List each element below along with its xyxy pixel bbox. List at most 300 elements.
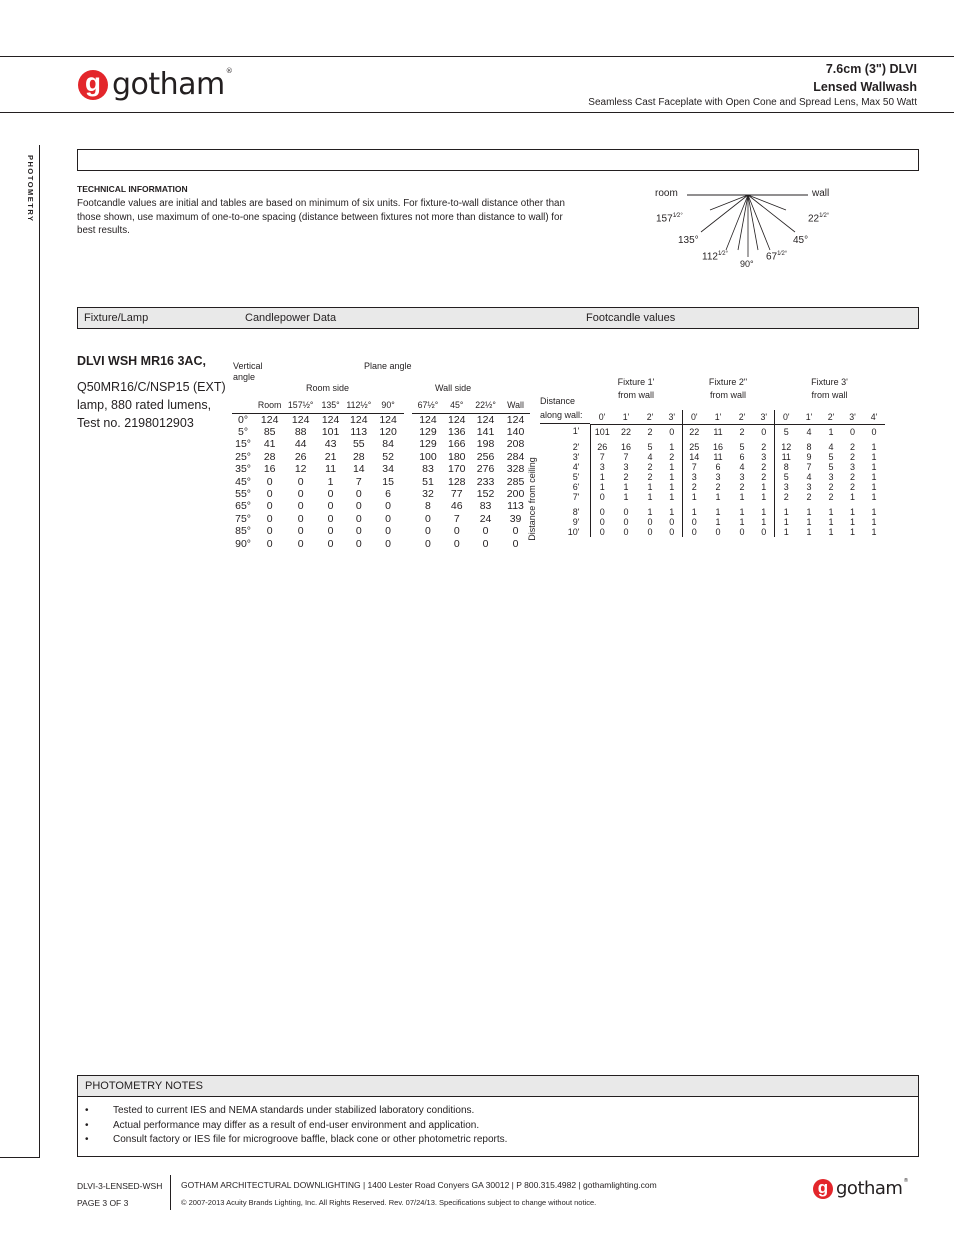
diagram-90-label: 90°	[740, 259, 754, 269]
fc-value: 2	[647, 426, 653, 437]
cp-value: 32	[422, 487, 434, 500]
cp-value: 0	[266, 500, 273, 513]
room-side-label: Room side	[306, 383, 350, 393]
cp-col-157: 157½°	[285, 397, 316, 413]
cp-value: 83	[422, 463, 434, 476]
section-side-label: PHOTOMETRY	[26, 155, 35, 223]
plane-angle-label: Plane angle	[364, 361, 412, 371]
product-title-line1: 7.6cm (3") DLVI	[825, 62, 917, 76]
fc-value: 0	[599, 492, 605, 503]
wall-side-label: Wall side	[435, 383, 472, 393]
fc-value: 14	[682, 452, 706, 462]
side-rule-foot	[0, 1157, 40, 1158]
cp-value: 0	[327, 512, 334, 525]
cp-col-135: 135°	[316, 397, 345, 413]
cp-row	[232, 500, 530, 512]
fc-value: 1	[761, 492, 767, 503]
diagram-157-label: $157^{1⁄2^\circ}$	[656, 213, 683, 225]
fc-value: 1	[849, 507, 855, 518]
cp-vertical-angle: 75°	[235, 512, 252, 525]
technical-info-body: Footcandle values are initial and tables are based on minimum of six units. For fixture-to-wall distance other than those shown, use maximum of one-to-one spacing (distance between fixtures not more than distance to wall) for best results.	[77, 198, 565, 236]
cp-value: 136	[448, 425, 466, 438]
cp-value: 0	[355, 537, 362, 550]
cp-value: 7	[355, 475, 362, 488]
fc-value: 1	[739, 517, 745, 528]
note-item: • Tested to current IES and NEMA standards under stabilized laboratory conditions.	[85, 1104, 507, 1119]
registered-mark: ®	[225, 67, 233, 75]
diagram-135-label: 135°	[678, 235, 699, 246]
cp-value: 0	[266, 512, 273, 525]
ceiling-distance-label: Distance from ceiling	[527, 457, 537, 541]
footer-copyright: © 2007-2013 Acuity Brands Lighting, Inc. All Rights Reserved. Rev. 07/24/13. Specifications subject to change without notice.	[181, 1198, 597, 1207]
fc-value: 0	[682, 517, 706, 527]
fc-value: 0	[599, 507, 605, 518]
fc-value: 0	[623, 517, 629, 528]
fc-value: 16	[620, 441, 631, 452]
cp-value: 208	[506, 438, 525, 451]
fc-value: 0	[849, 426, 855, 437]
gotham-logo	[78, 67, 232, 102]
fc-value: 2	[739, 481, 745, 492]
cp-value: 0	[327, 537, 334, 550]
fc-value: 2	[739, 426, 745, 437]
fc-value: 0	[669, 517, 675, 528]
cp-value: 55	[352, 438, 365, 451]
cp-value: 200	[506, 487, 525, 500]
fc-row	[540, 424, 885, 437]
lamp-title: DLVI WSH MR16 3AC,	[77, 354, 206, 368]
footcandle-column-row	[540, 410, 885, 424]
footer-gotham-logo	[813, 1178, 908, 1199]
diagram-room-label: room	[655, 188, 678, 199]
cp-value: 84	[382, 438, 394, 451]
fc-value: 8	[806, 441, 812, 452]
cp-value: 113	[350, 425, 368, 438]
cp-col-112: 112½°	[345, 397, 373, 413]
fc-value: 4	[739, 461, 745, 472]
fc-value: 2	[647, 461, 653, 472]
fc-row	[540, 472, 885, 482]
cp-value: 15	[382, 475, 394, 488]
fixture2-group-label: Fixture 2" from wall	[708, 377, 748, 400]
fc-value: 101	[594, 426, 610, 437]
fc-value: 1	[715, 517, 721, 528]
cp-value: 0	[355, 512, 362, 525]
footcandle-table	[540, 376, 885, 537]
fc-value: 1	[669, 441, 675, 452]
fc-value: 5	[774, 424, 798, 437]
fc-value: 1	[761, 481, 767, 492]
cp-value: 46	[450, 500, 463, 513]
diagram-rays	[701, 195, 795, 257]
fc-value: 8	[774, 462, 798, 472]
logo-mark-icon: g	[78, 70, 108, 100]
cp-vertical-angle: 90°	[235, 537, 252, 550]
fc-value: 2	[761, 471, 767, 482]
cp-vertical-angle: 25°	[235, 450, 252, 463]
fc-value: 3	[849, 461, 855, 472]
cp-row	[232, 513, 530, 525]
cp-value: 113	[507, 500, 524, 513]
footer-page-number: PAGE 3 OF 3	[77, 1198, 129, 1208]
candlepower-table	[232, 397, 530, 550]
fc-value: 1	[774, 507, 798, 517]
fc-value: 0	[739, 527, 745, 538]
distance-along-wall-label: Distance along wall:	[540, 394, 590, 424]
fc-value: 0	[647, 517, 653, 528]
ray-b	[748, 195, 758, 250]
fc-value: 1	[871, 481, 877, 492]
fc-col-header: 2'	[820, 410, 842, 424]
cp-col-room: Room	[254, 397, 285, 413]
fc-value: 7	[806, 461, 812, 472]
fc-value: 1	[774, 517, 798, 527]
cp-row	[232, 413, 530, 426]
cp-value: 44	[294, 438, 307, 451]
fc-ceiling-distance: 7'	[540, 492, 590, 502]
fc-value: 3	[682, 472, 706, 482]
cp-value: 152	[476, 487, 495, 500]
fc-ceiling-distance: 5'	[540, 472, 590, 482]
fc-value: 1	[871, 471, 877, 482]
fc-value: 4	[806, 426, 812, 437]
fc-col-header: 0'	[590, 410, 614, 424]
fc-value: 1	[623, 492, 629, 503]
notes-header-bar	[77, 1075, 919, 1097]
fc-value: 1	[715, 492, 721, 503]
fc-value: 2	[623, 471, 629, 482]
cp-value: 0	[385, 537, 391, 550]
cp-value: 34	[382, 463, 394, 476]
fc-row	[540, 462, 885, 472]
fc-value: 1	[682, 507, 706, 517]
cp-value: 141	[476, 425, 495, 438]
cp-row	[232, 525, 530, 537]
cp-value: 83	[479, 500, 492, 513]
footer-middle	[181, 1176, 657, 1212]
cp-value: 180	[448, 450, 466, 463]
cp-value: 170	[448, 463, 466, 476]
fc-row	[540, 527, 885, 537]
ceiling-distance-label-wrap	[526, 450, 538, 550]
fc-value: 1	[647, 481, 653, 492]
cp-value: 39	[509, 512, 522, 525]
cp-value: 0	[327, 487, 334, 500]
footer-address: GOTHAM ARCHITECTURAL DOWNLIGHTING | 1400 Lester Road Conyers GA 30012 | P 800.315.4982 | gothamlighting.com	[181, 1180, 657, 1190]
candlepower-header-row	[232, 397, 530, 413]
cp-value: 129	[419, 438, 437, 451]
cp-value: 140	[506, 425, 525, 438]
fc-value: 2	[828, 492, 834, 503]
cp-col-wall: Wall	[501, 397, 530, 413]
cp-value: 0	[327, 525, 334, 538]
fc-value: 25	[682, 442, 706, 452]
cp-value: 0	[453, 525, 460, 538]
cp-value: 77	[450, 487, 463, 500]
cp-value: 0	[355, 525, 362, 538]
fc-value: 1	[849, 492, 855, 503]
fc-value: 7	[682, 462, 706, 472]
footer-divider	[170, 1175, 171, 1210]
cp-col-22: 22½°	[470, 397, 501, 413]
fc-value: 1	[849, 527, 855, 538]
fc-value: 1	[599, 471, 605, 482]
cp-value: 21	[324, 450, 337, 463]
fc-value: 0	[682, 527, 706, 537]
fc-value: 2	[849, 451, 855, 462]
fc-value: 0	[623, 507, 629, 518]
fc-value: 2	[761, 461, 767, 472]
cp-row	[232, 538, 530, 550]
fc-col-header: 4'	[863, 410, 885, 424]
cp-value: 0	[425, 537, 431, 550]
fc-value: 1	[669, 471, 675, 482]
fc-value: 1	[761, 507, 767, 518]
fc-value: 11	[774, 452, 798, 462]
fc-value: 0	[715, 527, 721, 538]
cp-row	[232, 476, 530, 488]
fc-value: 11	[713, 426, 723, 437]
cp-value: 24	[479, 512, 492, 525]
fc-value: 2	[669, 451, 675, 462]
logo-wordmark: gotham	[112, 67, 225, 102]
diagram-wall-label: wall	[812, 188, 830, 199]
cp-value: 85	[263, 425, 276, 438]
technical-info-title: TECHNICAL INFORMATION	[77, 184, 188, 194]
cp-value: 14	[352, 463, 365, 476]
fc-col-header: 0'	[774, 410, 798, 424]
fc-value: 1	[682, 492, 706, 502]
notes-title: PHOTOMETRY NOTES	[85, 1080, 203, 1092]
fc-value: 22	[682, 424, 706, 437]
cp-value: 0	[297, 525, 304, 538]
fc-value: 1	[806, 527, 812, 538]
cp-value: 0	[297, 500, 304, 513]
fc-ceiling-distance: 2'	[540, 442, 590, 452]
fc-col-header: 3'	[754, 410, 774, 424]
note-item: • Consult factory or IES file for microgroove baffle, black cone or other photometric reports.	[85, 1133, 507, 1148]
fc-value: 22	[620, 426, 631, 437]
fc-value: 2	[682, 482, 706, 492]
cp-value: 0	[425, 525, 431, 538]
fc-col-header: 0'	[682, 410, 706, 424]
fixture1-group-label: Fixture 1' from wall	[617, 377, 655, 400]
fc-value: 1	[669, 507, 675, 518]
cp-value: 0	[512, 537, 519, 550]
cp-value: 0	[385, 525, 391, 538]
cp-value: 0	[266, 537, 273, 550]
cp-value: 166	[448, 438, 466, 451]
fc-value: 0	[623, 527, 629, 538]
cp-value: 124	[260, 413, 279, 426]
cp-row	[232, 438, 530, 450]
ray-157	[710, 195, 748, 210]
fc-value: 3	[806, 481, 812, 492]
fc-value: 1	[599, 481, 605, 492]
fc-value: 1	[849, 517, 855, 528]
fc-value: 1	[806, 507, 812, 518]
fc-ceiling-distance: 9'	[540, 517, 590, 527]
cp-value: 0	[266, 475, 273, 488]
notes-list	[85, 1104, 507, 1148]
cp-value: 12	[294, 463, 307, 476]
fc-value: 7	[599, 451, 605, 462]
cp-value: 0	[355, 487, 362, 500]
cp-value: 8	[425, 500, 431, 513]
fc-value: 0	[669, 527, 675, 538]
fc-value: 3	[623, 461, 629, 472]
fc-col-header: 1'	[614, 410, 638, 424]
fc-col-header: 2'	[730, 410, 754, 424]
fc-value: 1	[739, 492, 745, 503]
fc-value: 1	[761, 517, 767, 528]
fc-value: 1	[871, 507, 877, 518]
fc-value: 1	[828, 426, 834, 437]
fc-value: 3	[828, 471, 834, 482]
cp-vertical-angle: 35°	[235, 463, 252, 476]
fc-value: 2	[806, 492, 812, 503]
fc-row	[540, 452, 885, 462]
fc-value: 1	[623, 481, 629, 492]
fc-ceiling-distance: 6'	[540, 482, 590, 492]
cp-value: 0	[355, 500, 362, 513]
cp-vertical-angle: 15°	[235, 438, 252, 451]
fc-col-header: 3'	[662, 410, 682, 424]
cp-value: 28	[352, 450, 365, 463]
cp-value: 51	[422, 475, 434, 488]
cp-value: 0	[482, 537, 489, 550]
fc-value: 5	[828, 451, 834, 462]
cp-value: 6	[385, 487, 391, 500]
footer-registered-mark: ®	[903, 1178, 908, 1184]
fc-value: 2	[715, 481, 721, 492]
cp-vertical-angle: 45°	[235, 475, 252, 488]
cp-row	[232, 488, 530, 500]
ray-22	[748, 195, 786, 210]
fc-value: 11	[713, 451, 723, 462]
footcandle-header: Footcandle values	[586, 312, 676, 324]
header-bottom-rule	[0, 112, 954, 113]
fc-row	[540, 517, 885, 527]
fc-col-header: 1'	[706, 410, 730, 424]
cp-value: 16	[263, 463, 276, 476]
fc-value: 9	[806, 451, 812, 462]
cp-value: 120	[379, 425, 397, 438]
cp-value: 124	[350, 413, 368, 426]
fc-row	[540, 507, 885, 517]
cp-value: 284	[506, 450, 525, 463]
fc-value: 2	[849, 471, 855, 482]
lamp-description: Q50MR16/C/NSP15 (EXT) lamp, 880 rated lumens, Test no. 2198012903	[77, 380, 226, 430]
cp-vertical-angle: 65°	[235, 500, 252, 513]
cp-value: 328	[506, 463, 525, 476]
fc-value: 5	[828, 461, 834, 472]
cp-value: 198	[476, 438, 495, 451]
fc-value: 1	[871, 441, 877, 452]
cp-value: 0	[512, 525, 519, 538]
empty-title-bar	[77, 149, 919, 171]
cp-value: 0	[385, 512, 391, 525]
fixture-lamp-header: Fixture/Lamp	[84, 312, 149, 324]
cp-value: 28	[263, 450, 276, 463]
fc-value: 3	[774, 482, 798, 492]
cp-value: 0	[327, 500, 334, 513]
product-title-line2: Lensed Wallwash	[813, 80, 917, 94]
fc-ceiling-distance: 4'	[540, 462, 590, 472]
cp-value: 101	[321, 425, 340, 438]
fc-row	[540, 442, 885, 452]
fc-value: 1	[774, 527, 798, 537]
fc-value: 1	[871, 451, 877, 462]
cp-value: 0	[266, 525, 273, 538]
cp-value: 0	[297, 512, 304, 525]
fc-value: 1	[871, 517, 877, 528]
cp-value: 129	[419, 425, 437, 438]
footer-logo-wordmark: gotham	[836, 1178, 903, 1199]
fc-value: 4	[828, 441, 834, 452]
cp-value: 128	[448, 475, 466, 488]
fc-value: 1	[669, 492, 675, 503]
cp-value: 124	[379, 413, 397, 426]
cp-value: 276	[476, 463, 495, 476]
cp-value: 0	[425, 512, 431, 525]
cp-value: 100	[419, 450, 437, 463]
fc-value: 1	[828, 507, 834, 518]
fc-value: 12	[774, 442, 798, 452]
cp-value: 0	[297, 487, 304, 500]
fc-value: 1	[871, 461, 877, 472]
fc-value: 1	[739, 507, 745, 518]
fc-row	[540, 492, 885, 502]
fc-col-header: 1'	[798, 410, 820, 424]
diagram-22-label: $22^{1⁄2^\circ}$	[808, 213, 830, 225]
fc-value: 0	[761, 426, 767, 437]
fc-value: 2	[828, 481, 834, 492]
fc-value: 6	[715, 461, 721, 472]
fc-value: 0	[647, 527, 653, 538]
cp-vertical-angle: 0°	[238, 413, 249, 426]
fc-value: 2	[761, 441, 767, 452]
fc-value: 0	[871, 426, 877, 437]
cp-value: 0	[385, 500, 391, 513]
fc-value: 5	[647, 441, 653, 452]
fc-value: 1	[828, 527, 834, 538]
diagram-112-label: $112^{1⁄2^\circ}$	[702, 251, 729, 263]
fc-value: 1	[828, 517, 834, 528]
fc-value: 1	[871, 527, 877, 538]
cp-value: 124	[291, 413, 310, 426]
cp-value: 124	[476, 413, 495, 426]
cp-col-45: 45°	[443, 397, 470, 413]
cp-row	[232, 463, 530, 475]
fc-row	[540, 482, 885, 492]
fc-col-header: 2'	[638, 410, 662, 424]
cp-vertical-angle: 85°	[235, 525, 252, 538]
fc-value: 2	[647, 471, 653, 482]
cp-value: 88	[294, 425, 307, 438]
side-rule	[39, 145, 40, 1157]
fc-col-header: 3'	[842, 410, 863, 424]
ray-a	[738, 195, 748, 250]
fc-value: 1	[806, 517, 812, 528]
fc-value: 5	[774, 472, 798, 482]
cp-value: 124	[448, 413, 466, 426]
cp-col-67: 67½°	[412, 397, 443, 413]
header-top-rule	[0, 56, 954, 57]
fc-value: 1	[871, 492, 877, 503]
fc-value: 2	[849, 441, 855, 452]
cp-value: 26	[294, 450, 307, 463]
